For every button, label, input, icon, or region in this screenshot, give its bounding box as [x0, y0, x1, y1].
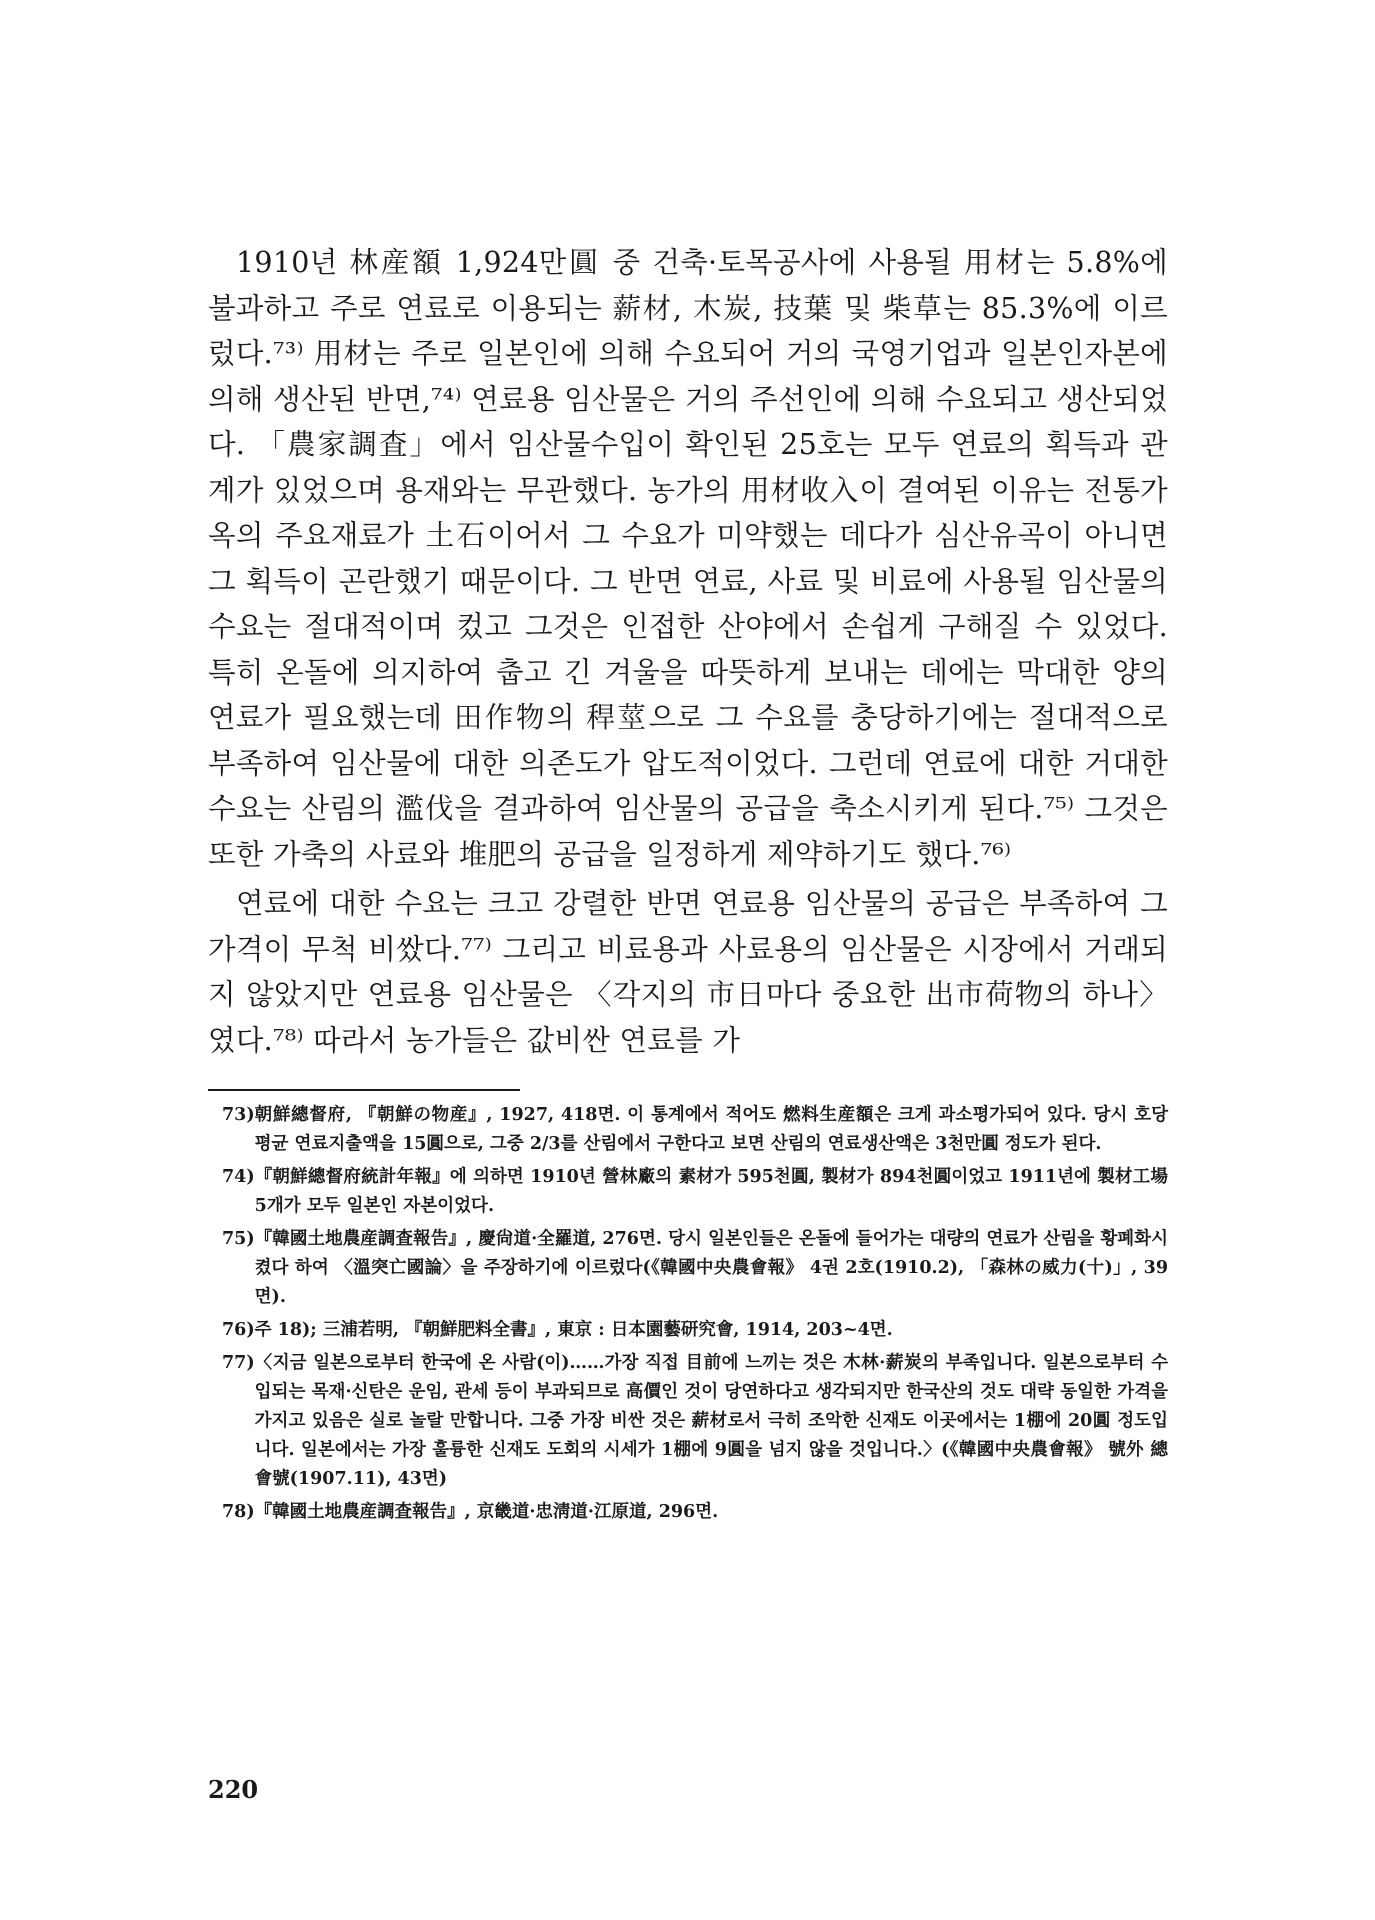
footnote-number: 77) [222, 1353, 255, 1373]
footnote-text: 〈지금 일본으로부터 한국에 온 사람(이)……가장 직접 目前에 느끼는 것은 木林·薪炭의 부족입니다. 일본으로부터 수입되는 목재·신탄은 운임, 관세 등이 부과되므로 高價인 것이 당연하다고 생각되지만 한국산의 것도 대략 동일한 가격을 가지고 있음은 실로 놀랄 만합니다. 그중 가장 비싼 것은 薪材로서 극히 조악한 신재도 이곳에서는 1棚에 20圓 정도입니다. 일본에서는 가장 훌륭한 신재도 도회의 시세가 1棚에 9圓을 넘지 않을 것입니다.〉(《韓國中央農會報》 號外 總會號(1907.11), 43면) [254, 1353, 1168, 1489]
footnote-number: 74) [222, 1167, 255, 1187]
footnote-text: 『朝鮮總督府統計年報』에 의하면 1910년 營林廠의 素材가 595천圓, 製材가 894천圓이었고 1911년에 製材工場 5개가 모두 일본인 자본이었다. [254, 1167, 1168, 1216]
footnote-74 [208, 1163, 1168, 1221]
footnote-text: 朝鮮總督府, 『朝鮮の物産』, 1927, 418면. 이 통계에서 적어도 燃料生産額은 크게 과소평가되어 있다. 당시 호당 평균 연료지출액을 15圓으로, 그중 2/3를 산림에서 구한다고 보면 산림의 연료생산액은 3천만圓 정도가 된다. [254, 1105, 1168, 1154]
page-number: 220 [208, 1775, 259, 1804]
footnote-number: 75) [222, 1229, 255, 1249]
footnote-78 [208, 1498, 1168, 1527]
footnote-text: 『韓國土地農産調査報告』, 慶尙道·全羅道, 276면. 당시 일본인들은 온돌에 들어가는 대량의 연료가 산림을 황폐화시켰다 하여 〈溫突亡國論〉을 주장하기에 이르렀다(《韓國中央農會報》 4권 2호(1910.2), 「森林の威力(十)」, 39면). [254, 1229, 1168, 1307]
footnote-divider [208, 1089, 520, 1091]
footnote-text: 주 18); 三浦若明, 『朝鮮肥料全書』, 東京 : 日本園藝研究會, 1914, 203~4면. [254, 1320, 893, 1340]
body-paragraph-1: 1910년 林産額 1,924만圓 중 건축·토목공사에 사용될 用材는 5.8%에 불과하고 주로 연료로 이용되는 薪材, 木炭, 技葉 및 柴草는 85.3%에 이르렀다.⁷³⁾ 用材는 주로 일본인에 의해 수요되어 거의 국영기업과 일본인자본에 의해 생산된 반면,⁷⁴⁾ 연료용 임산물은 거의 주선인에 의해 수요되고 생산되었다. 「農家調査」에서 임산물수입이 확인된 25호는 모두 연료의 획득과 관계가 있었으며 용재와는 무관했다. 농가의 用材收入이 결여된 이유는 전통가옥의 주요재료가 土石이어서 그 수요가 미약했는 데다가 심산유곡이 아니면 그 획득이 곤란했기 때문이다. 그 반면 연료, 사료 및 비료에 사용될 임산물의 수요는 절대적이며 컸고 그것은 인접한 산야에서 손쉽게 구해질 수 있었다. 특히 온돌에 의지하여 춥고 긴 겨울을 따뜻하게 보내는 데에는 막대한 양의 연료가 필요했는데 田作物의 稈莖으로 그 수요를 충당하기에는 절대적으로 부족하여 임산물에 대한 의존도가 압도적이었다. 그런데 연료에 대한 거대한 수요는 산림의 濫伐을 결과하여 임산물의 공급을 축소시키게 된다.⁷⁵⁾ 그것은 또한 가축의 사료와 堆肥의 공급을 일정하게 제약하기도 했다.⁷⁶⁾ [208, 246, 1168, 871]
footnote-number: 73) [222, 1105, 255, 1125]
footnote-text: 『韓國土地農産調査報告』, 京畿道·忠淸道·江原道, 296면. [254, 1502, 719, 1522]
body-paragraph-2: 연료에 대한 수요는 크고 강렬한 반면 연료용 임산물의 공급은 부족하여 그 가격이 무척 비쌌다.⁷⁷⁾ 그리고 비료용과 사료용의 임산물은 시장에서 거래되지 않았지만 연료용 임산물은 〈각지의 市日마다 중요한 出市荷物의 하나〉였다.⁷⁸⁾ 따라서 농가들은 값비싼 연료를 가 [208, 887, 1168, 1057]
page-content [208, 240, 1168, 1527]
footnote-75 [208, 1225, 1168, 1312]
footnote-76 [208, 1316, 1168, 1345]
footnote-number: 76) [222, 1320, 255, 1340]
footnote-73 [208, 1101, 1168, 1159]
footnote-number: 78) [222, 1502, 255, 1522]
footnote-77 [208, 1349, 1168, 1494]
